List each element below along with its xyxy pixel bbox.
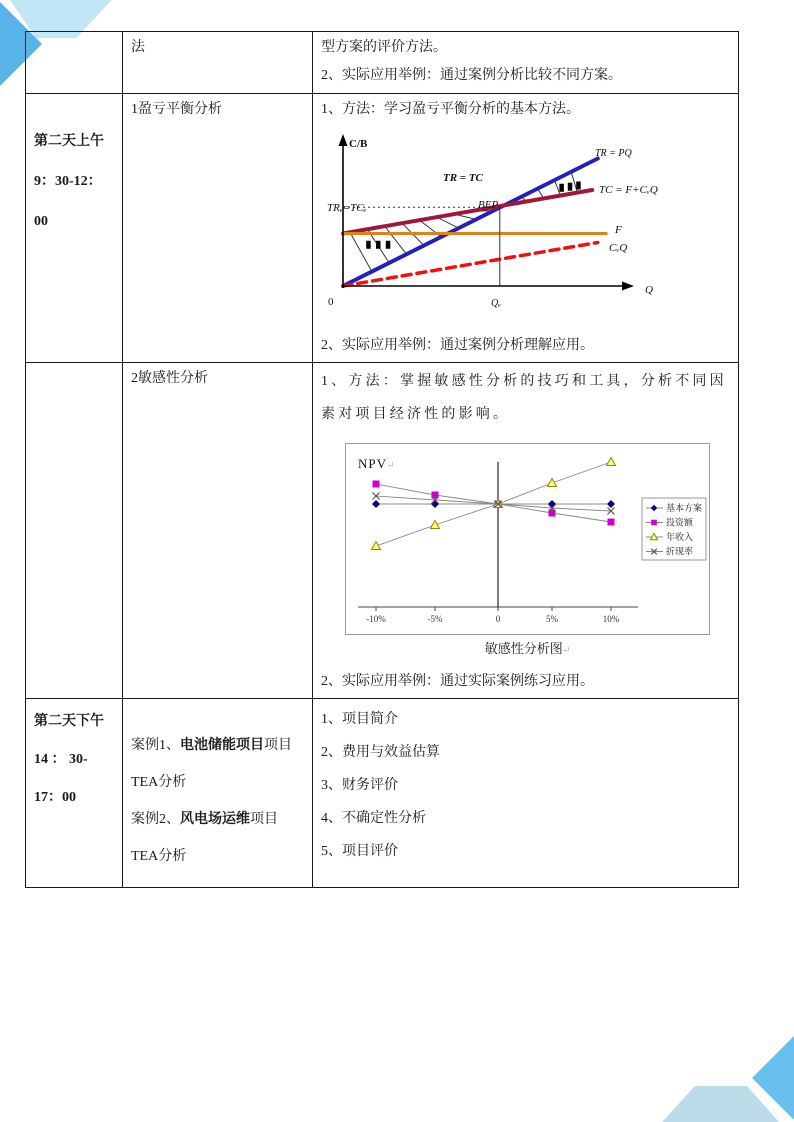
cell-time-empty — [26, 363, 123, 699]
chart-title-npv — [358, 450, 396, 479]
cell-topic — [123, 32, 313, 94]
content-line: 2、实际应用举例：通过实际案例练习应用。 — [321, 674, 594, 689]
bottomright-trapezoid-shape — [662, 1086, 779, 1122]
origin-label: 0 — [328, 296, 334, 308]
paragraph-mark: ↵ — [562, 645, 571, 655]
chart-title-text: NPV — [358, 456, 388, 471]
content-line: 型方案的评价方法。 — [321, 40, 447, 55]
svg-text:折现率: 折现率 — [666, 546, 694, 557]
paragraph-mark: ↵ — [387, 460, 396, 470]
cell-time-morning — [26, 94, 123, 363]
time-line: 第二天下午 — [34, 714, 104, 729]
case2-text — [131, 801, 304, 875]
line-label-f: F — [615, 224, 622, 236]
topic-text: 1盈亏平衡分析 — [131, 102, 222, 117]
bottomright-diamond-shape — [752, 1030, 794, 1122]
outline-item: 5、项目评价 — [321, 844, 398, 859]
table-row — [26, 32, 739, 94]
cell-content — [313, 94, 739, 363]
content-line: 2、实际应用举例：通过案例分析比较不同方案。 — [321, 68, 622, 83]
case1-suffix: 项目TEA分析 — [131, 738, 292, 790]
svg-text:-10%: -10% — [366, 614, 386, 624]
axis-label-q: Q — [645, 284, 653, 296]
svg-text:10%: 10% — [602, 614, 620, 624]
line-label-tc: TC = F+CᵥQ — [599, 184, 658, 196]
time-line: 00 — [34, 214, 48, 229]
content-line: 2、实际应用举例：通过案例分析理解应用。 — [321, 338, 594, 353]
svg-text:年收入: 年收入 — [666, 532, 694, 542]
case1-prefix: 案例1、 — [131, 738, 180, 753]
table-row — [26, 363, 739, 699]
chart-caption — [345, 639, 710, 660]
topic-text: 法 — [131, 40, 145, 55]
case1-text — [131, 727, 304, 801]
cell-topic — [123, 94, 313, 363]
schedule-table — [25, 31, 739, 888]
svg-text:5%: 5% — [546, 614, 558, 624]
svg-text:投资额: 投资额 — [666, 517, 694, 528]
cell-time-afternoon — [26, 699, 123, 888]
time-line: 第二天上午 — [34, 134, 104, 149]
content-line: 1、方法：学习盈亏平衡分析的基本方法。 — [321, 102, 580, 117]
cell-time-empty — [26, 32, 123, 94]
time-line: 17：00 — [34, 790, 76, 805]
time-line: 14 ： 30- — [34, 752, 88, 767]
case1-bold: 电池储能项目 — [180, 738, 264, 753]
chart-caption-text: 敏感性分析图 — [484, 641, 563, 656]
svg-text:基本方案: 基本方案 — [666, 503, 703, 513]
axis-label-cb: C/B — [349, 138, 368, 150]
annotation-bep: BEP — [478, 199, 499, 211]
table-row — [26, 699, 739, 888]
sensitivity-chart-canvas — [346, 444, 709, 634]
case2-prefix: 案例2、 — [131, 812, 180, 827]
outline-item: 3、财务评价 — [321, 778, 398, 793]
sensitivity-chart — [345, 443, 710, 635]
content-line: 1、方法：掌握敏感性分析的技巧和工具，分析不同因素对项目经济性的影响。 — [321, 374, 727, 422]
outline-item: 1、项目简介 — [321, 712, 398, 727]
cell-topic — [123, 699, 313, 888]
table-row — [26, 94, 739, 363]
cell-content — [313, 363, 739, 699]
time-line: 9：30-12： — [34, 174, 102, 189]
annotation-tre-tce: TRₑ=TCₑ — [327, 202, 367, 214]
cell-topic — [123, 363, 313, 699]
outline-item: 4、不确定性分析 — [321, 811, 426, 826]
line-label-tr: TR = PQ — [595, 148, 632, 159]
cell-content — [313, 699, 739, 888]
topic-text: 2敏感性分析 — [131, 371, 208, 386]
annotation-tr-tc: TR = TC — [443, 172, 483, 184]
case2-bold: 风电场运维 — [180, 812, 250, 827]
annotation-qe: Qₑ — [491, 298, 501, 309]
cell-content — [313, 32, 739, 94]
case2-suffix: 项目TEA分析 — [131, 812, 278, 864]
outline-item: 2、费用与效益估算 — [321, 745, 440, 760]
svg-text:0: 0 — [495, 614, 501, 624]
breakeven-chart — [325, 128, 670, 318]
svg-text:-5%: -5% — [427, 614, 443, 624]
line-label-cvq: CᵥQ — [609, 242, 628, 254]
